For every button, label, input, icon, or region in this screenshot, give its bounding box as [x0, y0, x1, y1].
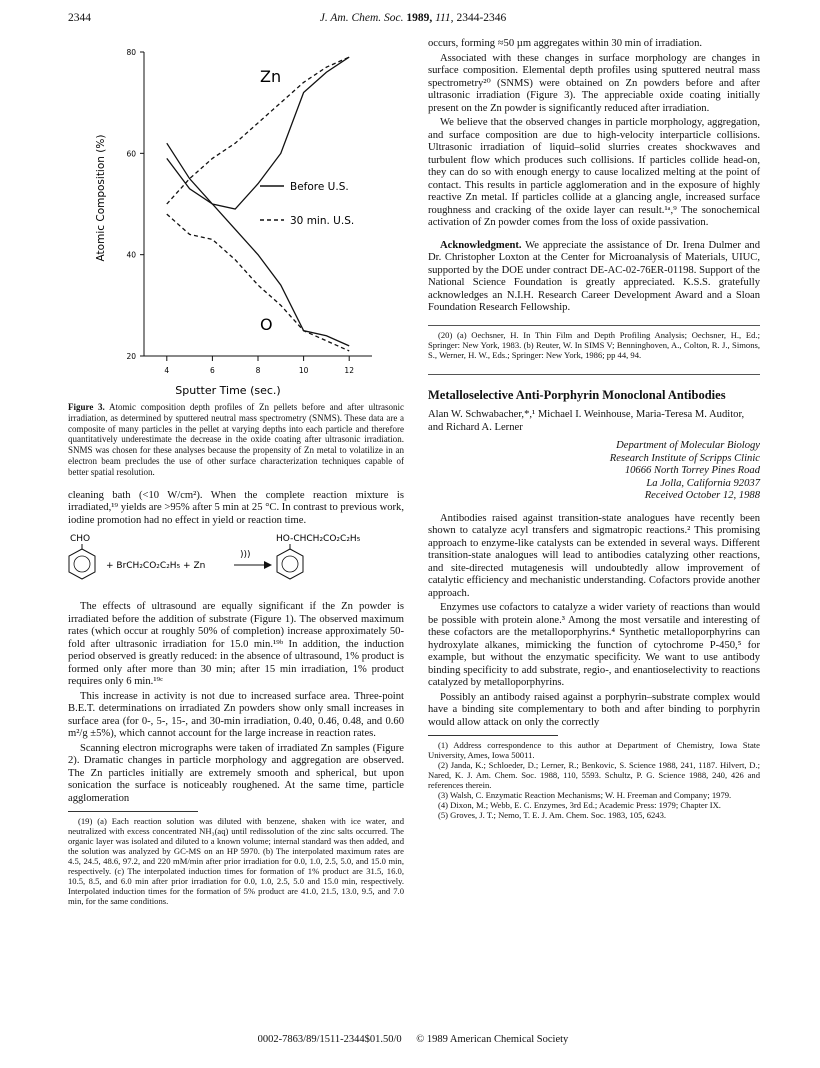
x-tick-label: 6	[210, 366, 215, 375]
footnotes-right-bottom	[428, 740, 760, 820]
journal-citation	[68, 12, 758, 24]
page-number: 2344	[68, 12, 91, 24]
left-paragraph-3: This increase in activity is not due to increased surface area. Three-point B.E.T. determinations on irradiated Zn powders show only small increases in surface area (for 0-, 5-, 15-, and 30-min irradiation, 0.40, 0.46, 0.48, and 0.60 m²/g ±5%), which cannot account for the large increase in reaction rates.	[68, 690, 404, 740]
chart-axes	[126, 48, 372, 375]
benzene-ring-reactant	[69, 549, 95, 579]
benzene-ring-inner	[74, 556, 90, 572]
legend-after-label: 30 min. U.S.	[290, 215, 355, 227]
ack-lead: Acknowledgment.	[440, 239, 522, 251]
y-tick-label: 20	[126, 352, 136, 361]
footnote-5: (5) Groves, J. T.; Nemo, T. E. J. Am. Chem. Soc. 1983, 105, 6243.	[438, 810, 667, 820]
rxn-product-chain: HO-CHCH₂CO₂C₂H₅	[276, 534, 361, 545]
right-paragraph-5: Enzymes use cofactors to catalyze a wider variety of reactions than would be possible with protein alone.³ Among the most versatile and interesting of these cofactors are the metalloporphyrins.⁴ Synthetic metalloporphyrins can hydroxylate alkanes, mimicking the function of cytochrome P-450,⁵ for example, but without the enzymatic specificity. We want to use antibody binding specificity to add substrate, regio-, and enantioselectivity to reactions catalyzed by metalloporphyrins.	[428, 602, 760, 688]
running-header	[68, 12, 758, 30]
x-tick-label: 12	[344, 366, 354, 375]
left-paragraph-4: Scanning electron micrographs were taken of irradiated Zn samples (Figure 2). Dramatic changes in particle morphology and aggregation are observed. The Zn particles initially are extremely smooth and spherical, but upon sonication the surface is noticeably roughened. At the same time, particle agglomeration	[68, 742, 404, 804]
legend-before-label: Before U.S.	[290, 181, 349, 193]
ack-text: We appreciate the assistance of Dr. Irena Dulmer and Dr. Christopher Loxton at the Center for Microanalysis of Materials, UIUC, supported by the DOE under contract DE-AC-02-76ER-01198. Support of the National Science Foundation is greatly appreciated. K.S.S. gratefully acknowledges an N.I.H. Research Career Development Award and a Sloan Foundation Research Fellowship.	[428, 239, 760, 313]
rxn-ultrasound: )))	[240, 550, 251, 561]
depth-profile-chart	[68, 38, 404, 400]
right-paragraph-1: occurs, forming ≈50 µm aggregates within 30 min of irradiation.	[428, 38, 703, 49]
journal-volume: 111,	[435, 12, 454, 24]
x-axis-label: Sputter Time (sec.)	[175, 384, 281, 397]
affiliation-line-1: Department of Molecular Biology	[616, 440, 760, 451]
y-tick-label: 60	[126, 149, 136, 159]
right-paragraph-4: Antibodies raised against transition-state analogues have recently been shown to catalyze acyl transfers and sigmatropic reactions.² This promising approach to enzyme-like catalysts can be extended in several ways. Different transition-state analogues will lead to antibodies catalyzing other reactions, and site-directed mutagenesis will undoubtedly allow improvement of catalytic efficiency and mechanistic understanding. Cofactors provide another approach.	[428, 512, 760, 599]
article-divider	[428, 374, 760, 375]
o-series-label: O	[260, 315, 273, 334]
y-tick-label: 80	[126, 48, 136, 57]
benzene-ring-product	[277, 549, 303, 579]
footnote-3: (3) Walsh, C. Enzymatic Reaction Mechanisms; W. H. Freeman and Company; 1979.	[438, 790, 732, 800]
right-paragraph-3: We believe that the observed changes in particle morphology, aggregation, and surface composition are due to high-velocity interparticle collisions. Ultrasonic irradiation of liquid–solid slurries creates shockwaves and turbulent flow which produces such collisions. If particles collide head-on, they can do so with enough energy to cause localized melting at the point of contact. This results in particle agglomeration and in the exposure of highly reactive Zn metal. If particles collide at a glancing angle, increased surface roughness and cracking of the oxide layer can result.¹ᵃ,⁹ The sonochemical activation of Zn powder comes from the loss of oxide passivation.	[428, 117, 760, 228]
left-column	[68, 38, 404, 906]
journal-year: 1989,	[406, 12, 433, 24]
x-tick-label: 8	[255, 366, 261, 375]
footnote-rule	[68, 811, 198, 812]
page-footer	[68, 1034, 758, 1045]
left-paragraph-2: The effects of ultrasound are equally significant if the Zn powder is irradiated before the addition of substrate (Figure 1). The observed maximum rates (which occur at roughly 50% of completion) increase approximately 50-fold after ultrasonic irradiation for 15.0 min.¹⁹ᵇ In addition, the induction period observed is greatly reduced: in the absence of ultrasound, 1% product is formed only after more than 30 min; after 15 min irradiation, 1% product requires only 6 min.¹⁹ᶜ	[68, 601, 404, 688]
acknowledgment	[428, 240, 760, 315]
footnote-rule-right	[428, 325, 760, 326]
caption-text: Atomic composition depth profiles of Zn pellets before and after ultrasonic irradiation, as determined by sputtered neutral mass spectrometry (SNMS). These data are a composite of many particles in the pellet at varying depths into each particle and therefore quantitatively underestimate the decrease in the oxide coating after ultrasonic irradiation. SNMS was chosen for these analyses because the propensity of Zn metal to volatilize in an electron beam precludes the use of other surface characterization techniques capable of better spatial resolution.	[68, 402, 404, 477]
affiliation-line-2: Research Institute of Scripps Clinic	[609, 452, 760, 464]
footnote-4: (4) Dixon, M.; Webb, E. C. Enzymes, 3rd Ed.; Academic Press: 1979; Chapter IX.	[438, 800, 721, 810]
footnotes-left	[68, 816, 404, 906]
affiliation-line-3: 10666 North Torrey Pines Road	[624, 465, 760, 476]
article-code: 0002-7863/89/1511-2344$01.50/0	[257, 1034, 402, 1045]
article-title: Metalloselective Anti-Porphyrin Monoclonal Antibodies	[428, 387, 726, 402]
copyright: © 1989 American Chemical Society	[416, 1034, 569, 1045]
journal-name: J. Am. Chem. Soc.	[319, 12, 404, 24]
y-axis-label: Atomic Composition (%)	[95, 134, 107, 262]
affiliation-line-4: La Jolla, California 92037	[646, 477, 760, 489]
x-tick-label: 4	[164, 366, 170, 375]
right-paragraph-2: Associated with these changes in surface morphology are changes in surface composition. Elemental depth profiles using sputtered neutral mass spectrometry²⁰ (SNMS) were obtained on Zn powders before and after ultrasonic irradiation (Figure 3). The appreciable oxide coating initially present on the Zn powder is significantly reduced after irradiation.	[428, 52, 760, 114]
journal-pages: 2344-2346	[456, 12, 507, 24]
footnote-2: (2) Janda, K.; Schloeder, D.; Lerner, R.; Benkovic, S. Science 1988, 241, 1187. Hilvert, D.; Nared, K. J. Am. Chem. Soc. 1988, 110, 5593. Schultz, P. G. Science 1988, 240, 426 and references therein.	[428, 760, 760, 790]
right-paragraph-6: Possibly an antibody raised against a porphyrin–substrate complex would have a binding site complementary to both and after binding to porphyrin would allow attack on only the correctly	[428, 691, 760, 728]
left-paragraph-1: cleaning bath (<10 W/cm²). When the complete reaction mixture is irradiated,¹⁹ yields are >95% after 5 min at 25 °C. In contrast to previous work, iodine promotion had no effect in yield or reaction time.	[68, 489, 404, 526]
footnote-19: (19) (a) Each reaction solution was diluted with benzene, shaken with ice water, and neutralized with excess concentrated NH₃(aq) until redissolution of the zinc salts occurred. The organic layer was isolated and diluted to a known volume; internal standard was then added, and the solution was analyzed by GC-MS on an HP 5970. (b) The interpolated maximum rates are 4.5, 24.5, 48.6, 97.2, and 220 mM/min after prior irradiation for 0.0, 1.0, 2.5, 5.0, and 15.0 min, respectively. (c) The interpolated induction times for formation of 1% product are 31.5, 16.0, 10.5, 8.5, and 6.0 min after prior irradiation for 0.0, 1.0, 2.5, 5.0 and 15.0 min, respectively. Interpolated induction times for the formation of 5% product are 41.0, 21.5, 13.0, 9.5, and 7.0 min, for the same conditions.	[68, 816, 404, 907]
author-affiliation	[428, 440, 760, 503]
article-authors: Alan W. Schwabacher,*,¹ Michael I. Weinhouse, Maria-Teresa M. Auditor, and Richard A. Lerner	[428, 409, 745, 433]
footnote-1: (1) Address correspondence to this author at Department of Chemistry, Iowa State University, Ames, Iowa 50011.	[428, 740, 760, 760]
series-o-30-min-u-s-	[167, 214, 349, 351]
chart-series	[167, 57, 349, 351]
right-column	[428, 38, 760, 820]
received-date: Received October 12, 1988	[644, 490, 760, 501]
footnote-rule-right-bottom	[428, 735, 558, 736]
rxn-reagents: + BrCH₂CO₂C₂H₅ + Zn	[106, 561, 206, 572]
x-tick-label: 10	[298, 366, 309, 375]
y-tick-label: 40	[126, 250, 136, 260]
figure-caption	[68, 402, 404, 478]
zn-series-label: Zn	[260, 67, 282, 86]
footnotes-right-top	[428, 330, 760, 360]
figure-3	[68, 38, 404, 400]
reaction-scheme	[68, 531, 404, 595]
rxn-cho-label: CHO	[70, 534, 91, 545]
footnote-20: (20) (a) Oechsner, H. In Thin Film and Depth Profiling Analysis; Oechsner, H., Ed.; Springer: New York, 1983. (b) Reuter, W. In SIMS V; Benninghoven, A., Colton, R. J., Simons, S., Werner, H. W., Eds.; Springer: New York, 1986; pp 44, 94.	[428, 329, 760, 360]
caption-lead: Figure 3.	[68, 402, 105, 412]
